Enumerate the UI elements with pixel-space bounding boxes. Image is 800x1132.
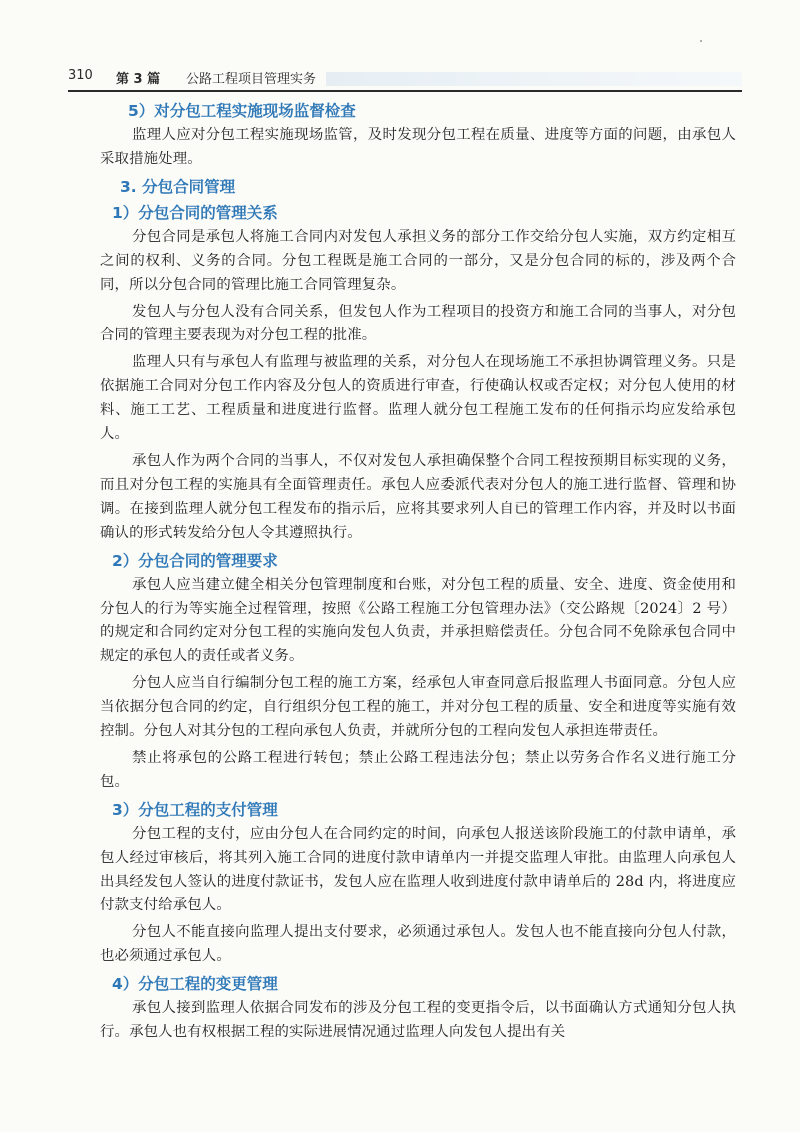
scan-speck bbox=[700, 40, 702, 42]
chapter-label: 第 3 篇 bbox=[116, 72, 161, 87]
section-heading: 5）对分包工程实施现场监督检查 bbox=[128, 102, 356, 120]
page-number: 310 bbox=[68, 68, 93, 83]
paragraph: 禁止将承包的公路工程进行转包；禁止公路工程违法分包；禁止以劳务合作名义进行施工分包。 bbox=[100, 749, 736, 790]
paragraph: 发包人与分包人没有合同关系，但发包人作为工程项目的投资方和施工合同的当事人，对分包合同的管理主要表现为对分包工程的批准。 bbox=[100, 303, 736, 344]
paragraph: 监理人只有与承包人有监理与被监理的关系，对分包人在现场施工不承担协调管理义务。只是依据施工合同对分包工作内容及分包人的资质进行审查，行使确认权或否定权；对分包人使用的材料、施工工艺、工程质量和进度进行监督。监理人就分包工程施工发布的任何指示均应发给承包人。 bbox=[100, 354, 736, 443]
paragraph: 承包人作为两个合同的当事人，不仅对发包人承担确保整个合同工程按预期目标实现的义务，而且对分包工程的实施具有全面管理责任。承包人应委派代表对分包人的施工进行监督、管理和协调。在接到监理人就分包工程发布的指示后，应将其要求列人自已的管理工作内容，并及时以书面确认的形式转发给分包人令其遵照执行。 bbox=[100, 452, 736, 541]
subsection-heading: 3）分包工程的支付管理 bbox=[112, 800, 278, 819]
subsection-heading: 4）分包工程的变更管理 bbox=[112, 975, 278, 994]
section-heading: 3. 分包合同管理 bbox=[120, 177, 236, 196]
paragraph: 分包合同是承包人将施工合同内对发包人承担义务的部分工作交给分包人实施，双方约定相互之间的权利、义务的合同。分包工程既是施工合同的一部分，又是分包合同的标的，涉及两个合同，所以分包合同的管理比施工合同管理复杂。 bbox=[100, 228, 736, 293]
paragraph: 监理人应对分包工程实施现场监管，及时发现分包工程在质量、进度等方面的问题，由承包人采取措施处理。 bbox=[100, 127, 736, 167]
paragraph: 分包人不能直接向监理人提出支付要求，必须通过承包人。发包人也不能直接向分包人付款，也必须通过承包人。 bbox=[100, 924, 736, 965]
paragraph: 承包人接到监理人依据合同发布的涉及分包工程的变更指令后，以书面确认方式通知分包人执行。承包人也有权根据工程的实际进展情况通过监理人向发包人提出有关 bbox=[100, 1000, 736, 1041]
page-header bbox=[68, 62, 742, 92]
page-body bbox=[100, 96, 736, 1048]
subsection-heading: 1）分包合同的管理关系 bbox=[112, 203, 278, 222]
header-band bbox=[326, 72, 742, 86]
paragraph: 分包人应当自行编制分包工程的施工方案，经承包人审查同意后报监理人书面同意。分包人应当依据分包合同的约定，自行组织分包工程的施工，并对分包工程的质量、安全和进度等实施有效控制。分包人对其分包的工程向承包人负责，并就所分包的工程向发包人承担连带责任。 bbox=[100, 675, 736, 740]
running-title: 公路工程项目管理实务 bbox=[186, 72, 317, 87]
paragraph: 分包工程的支付，应由分包人在合同约定的时间，向承包人报送该阶段施工的付款申请单，承包人经过审核后，将其列入施工合同的进度付款申请单内一并提交监理人审批。由监理人向承包人出具经发包人签认的进度付款证书，发包人应在监理人收到进度付款申请单后的 28d 内，将进度应付款支付给承包人。 bbox=[100, 825, 736, 914]
paragraph: 承包人应当建立健全相关分包管理制度和台账，对分包工程的质量、安全、进度、资金使用和分包人的行为等实施全过程管理，按照《公路工程施工分包管理办法》（交公路规〔2024〕2 号）的规定和合同约定对分包工程的实施向发包人负责，并承担赔偿责任。分包合同不免除承包合同中规定的承包人的责任或者义务。 bbox=[100, 576, 736, 665]
subsection-heading: 2）分包合同的管理要求 bbox=[112, 551, 278, 570]
